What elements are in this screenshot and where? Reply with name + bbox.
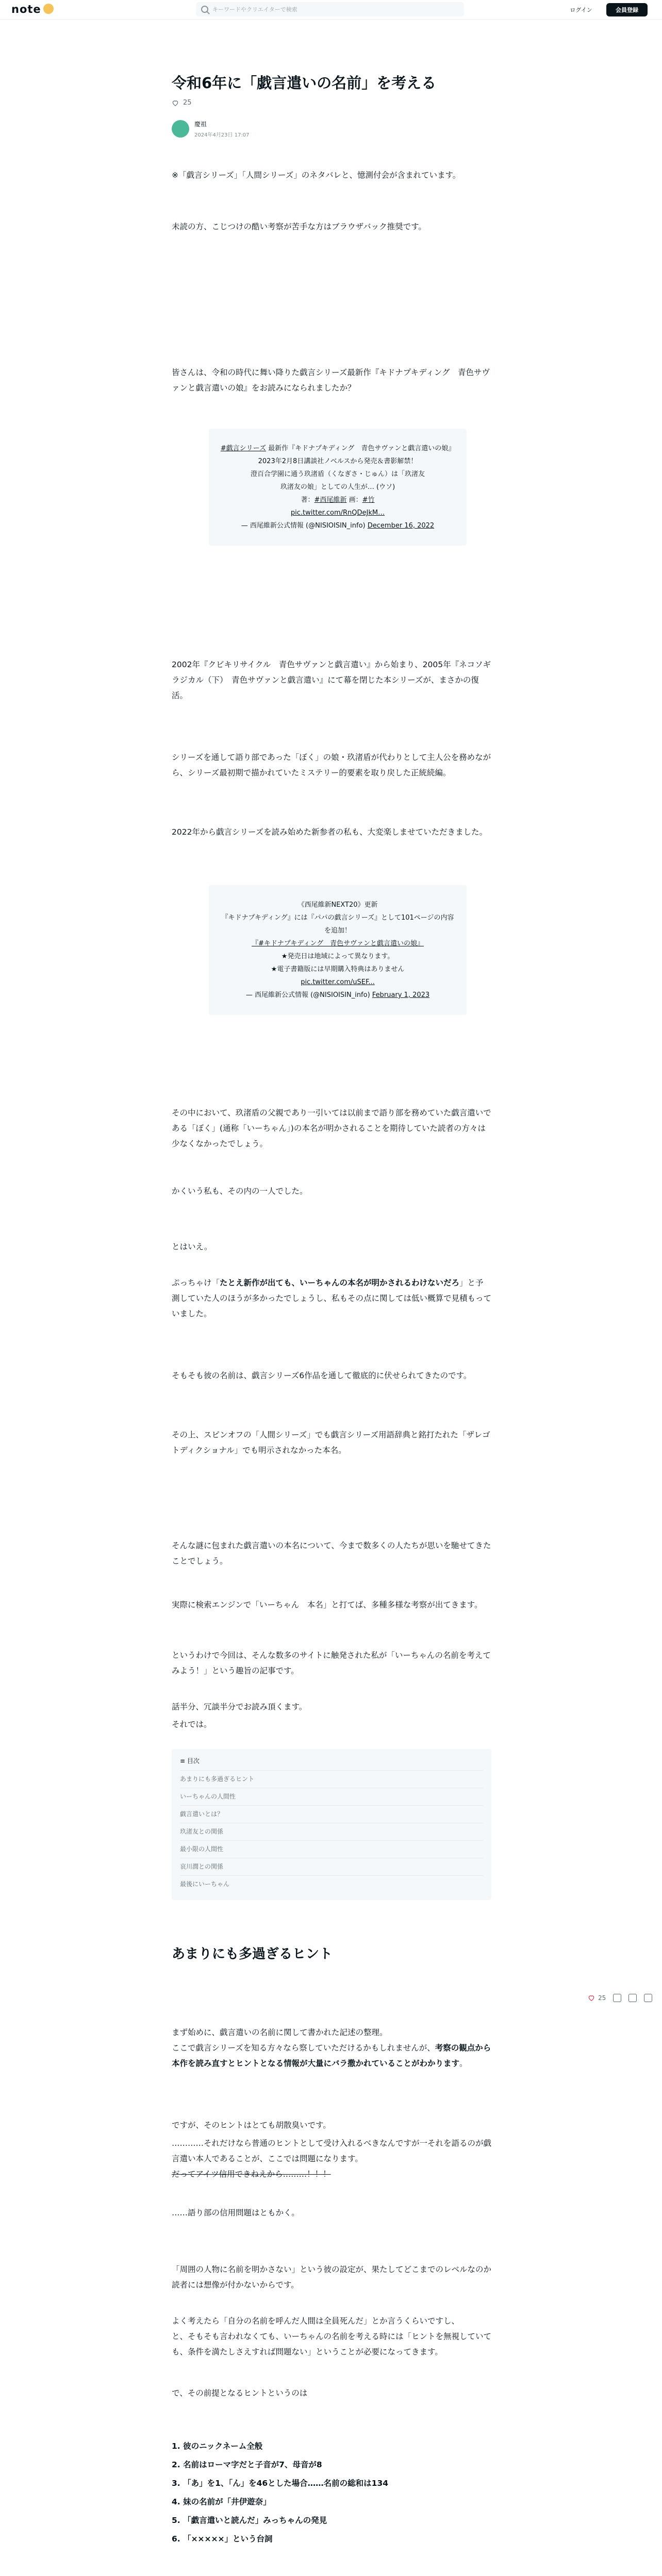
search-icon (201, 6, 208, 13)
toc-item[interactable]: いーちゃんの人間性 (180, 1788, 483, 1805)
tweet-text: ★電子書籍版には早期購入特典はありません (271, 965, 405, 973)
author-name[interactable]: 慶祖 (194, 121, 207, 128)
intro-warning: ※「戯言シリーズ」「人間シリーズ」のネタバレと、憶測付会が含まれています。 (172, 171, 461, 180)
paragraph: というわけで今回は、そんな数多のサイトに触発された私が「いーちゃんの名前を考えてみよう！」という趣旨の記事です。 (172, 1651, 491, 1675)
toc-heading[interactable]: ≡ 目次 (180, 1757, 200, 1765)
paragraph: で、その前提となるヒントというのは (172, 2388, 308, 2398)
emphasis: 考察の観点から本作を読み直すとヒントとなる情報が大量にバラ撒かれていることがわかります (172, 2043, 491, 2068)
hashtag-link[interactable]: #竹 (362, 496, 375, 504)
heart-icon[interactable] (588, 1994, 595, 2002)
tweet-text: ★発売日は地域によって異なります。 (281, 953, 394, 960)
list-item: 2. 名前はローマ字だと子音が7、母音が8 (172, 2460, 322, 2469)
note-logo[interactable]: note (11, 3, 54, 15)
article-title: 令和6年に「戯言遣いの名前」を考える (172, 74, 437, 92)
strikethrough-text: だってアイツ信用できねえから………！！！ (172, 2170, 331, 2179)
toc-item[interactable]: あまりにも多過ぎるヒント (180, 1770, 483, 1788)
avatar[interactable] (172, 120, 189, 138)
tweet-text: 《西尾維新NEXT20》更新 (297, 901, 378, 909)
list-item: 1. 彼のニックネーム全般 (172, 2442, 263, 2451)
embedded-tweet[interactable] (209, 885, 467, 1015)
embedded-tweet[interactable] (209, 429, 467, 546)
tweet-pic-link[interactable]: pic.twitter.com/RnQDeJkM… (290, 509, 385, 517)
intro-note: 未読の方、こじつけの酷い考察が苦手な方はブラウザバック推奨です。 (172, 222, 426, 231)
toc-item[interactable]: 戯言遣いとは？ (180, 1805, 483, 1823)
list-item: 5. 「戯言遣いと読んだ」みっちゃんの発見 (172, 2516, 327, 2525)
tweet-text: 澄百合学園に通う玖渚盾（くなぎさ・じゅん）は「玖渚友 (250, 470, 425, 478)
paragraph: 皆さんは、令和の時代に舞い降りた戯言シリーズ最新作『キドナプキディング 青色サヴァンと戯言遣いの娘』をお読みになられましたか？ (172, 368, 490, 393)
paragraph: と、そもそも言われなくても、いーちゃんの名前を考える時には「ヒントを無視していても、条件を満たしさえすれば問題ない」ということが必要になってきます。 (172, 2332, 492, 2357)
paragraph: …………それだけなら普通のヒントとして受け入れるべきなんですが一それを語るのが戯言遣い本人であることが、ここでは問題になります。 (172, 2139, 492, 2163)
tweet-text: 2023年2月8日講談社ノベルスから発売＆書影解禁！ (258, 457, 418, 465)
tweet-pic-link[interactable]: pic.twitter.com/uSEF... (301, 978, 375, 986)
more-icon[interactable] (644, 1994, 652, 2002)
paragraph: ですが、そのヒントはとても胡散臭いです。 (172, 2121, 331, 2130)
comment-icon[interactable] (613, 1994, 621, 2002)
paragraph: 2022年から戯言シリーズを読み始めた新参者の私も、大変楽しませていただきました。 (172, 827, 488, 837)
paragraph: 実際に検索エンジンで「いーちゃん 本名」と打てば、多種多様な考察が出てきます。 (172, 1600, 483, 1609)
hashtag-link[interactable]: #戯言シリーズ (220, 445, 267, 452)
paragraph: かくいう私も、その内の一人でした。 (172, 1187, 308, 1196)
search-input[interactable] (212, 6, 439, 13)
like-counter[interactable] (172, 99, 192, 107)
toc-item[interactable]: 最後にいーちゃん (180, 1875, 483, 1893)
paragraph: ぷっちゃけ「たとえ新作が出ても、いーちゃんの本名が明かされるわけないだろ」と予測していた人のほうが多かったでしょうし、私もその点に関しては低い概算で見積もっていました。 (172, 1278, 492, 1318)
list-item: 6. 「×××××」という台詞 (172, 2534, 273, 2544)
paragraph: それでは。 (172, 1720, 212, 1729)
paragraph: 2002年『クビキリサイクル 青色サヴァンと戯言遣い』から始まり、2005年『ネコソギラジカル（下） 青色サヴァンと戯言遣い』にて幕を閉じた本シリーズが、まさかの復活。 (172, 660, 491, 700)
list-item: 4. 妹の名前が「井伊遊奈」 (172, 2497, 271, 2506)
post-date: 2024年4月23日 17:07 (194, 132, 250, 138)
like-count: 25 (598, 1994, 606, 2002)
tweet-date-link[interactable]: February 1, 2023 (372, 991, 430, 999)
list-item: 3. 「あ」を1、「ん」を46とした場合……名前の総和は134 (172, 2479, 389, 2488)
tweet-text: 玖渚友の娘」としての人生が… (ウソ) (280, 483, 395, 491)
tweet-text: 著： (301, 496, 315, 504)
bear-mascot-icon (43, 4, 54, 14)
tweet-text: 『キドナプキディング』には『パパの戯言シリーズ』として101ページの内容を追加！ (221, 914, 454, 935)
signup-button[interactable]: 会員登録 (606, 3, 648, 16)
section-heading: あまりにも多過ぎるヒント (172, 1946, 333, 1962)
toc-item[interactable]: 最小限の人間性 (180, 1840, 483, 1858)
tweet-date-link[interactable]: December 16, 2022 (367, 522, 435, 530)
hint-list (172, 2437, 491, 2548)
author-block[interactable] (172, 120, 250, 138)
floating-actions (588, 1994, 652, 2002)
hashtag-link[interactable]: #西尾維新 (314, 496, 347, 504)
tweet-author: — 西尾維新公式情報 (@NISIOISIN_info) (245, 991, 372, 999)
top-navigation (0, 0, 662, 20)
tweet-author: — 西尾維新公式情報 (@NISIOISIN_info) (241, 522, 368, 530)
like-count: 25 (183, 99, 192, 107)
table-of-contents (172, 1749, 491, 1900)
paragraph: ここで戯言シリーズを知る方々なら察していただけるかもしれませんが、考察の観点から本作を読み直すとヒントとなる情報が大量にバラ撒かれていることがわかります。 (172, 2043, 491, 2068)
share-icon[interactable] (628, 1994, 637, 2002)
paragraph: 話半分、冗談半分でお読み頂くます。 (172, 1702, 307, 1711)
paragraph: 「周囲の人物に名前を明かさない」という彼の設定が、果たしてどこまでのレベルなのか読者には想像が付かないからです。 (172, 2265, 492, 2290)
paragraph: とはいえ。 (172, 1242, 212, 1251)
tweet-text: 画： (346, 496, 362, 504)
hashtag-link[interactable]: 『#キドナプキディング 青色サヴァンと戯言遣いの娘』 (252, 940, 424, 947)
paragraph: そんな謎に包まれた戯言遣いの本名について、今まで数多くの人たちが思いを馳せてきたことでしょう。 (172, 1541, 491, 1566)
toc-item[interactable]: 哀川潤との関係 (180, 1858, 483, 1875)
toc-item[interactable]: 玖渚友との関係 (180, 1823, 483, 1840)
search-box[interactable] (196, 2, 464, 16)
login-button[interactable]: ログイン (563, 4, 599, 16)
paragraph: その中において、玖渚盾の父親であり一引いては以前まで語り部を務めていた戯言遣いである「ぼく」(通称「いーちゃん」)の本名が明かされることを期待していた読者の方々は少なくなかったでしょう。 (172, 1108, 491, 1148)
paragraph: よく考えたら「自分の名前を呼んだ人間は全員死んだ」とか言うくらいですし、 (172, 2316, 460, 2326)
paragraph: そもそも彼の名前は、戯言シリーズ6作品を通して徹底的に伏せられてきたのです。 (172, 1371, 472, 1380)
paragraph: その上、スピンオフの「人間シリーズ」でも戯言シリーズ用語辞典と銘打たれた「ザレゴトディクショナル」でも明示されなかった本名。 (172, 1430, 490, 1455)
tweet-text: 最新作『キドナプキディング 青色サヴァンと戯言遣いの娘』 (266, 445, 455, 452)
emphasis: たとえ新作が出ても、いーちゃんの本名が明かされるわけないだろ (220, 1278, 460, 1287)
paragraph: まず始めに、戯言遣いの名前に関して書かれた記述の整理。 (172, 2028, 388, 2037)
paragraph: ……語り部の信用問題はともかく。 (172, 2208, 300, 2217)
paragraph: シリーズを通して語り部であった「ぼく」の娘・玖渚盾が代わりとして主人公を務めながら、シリーズ最初期で描かれていたミステリー的要素を取り戻した正統続編。 (172, 753, 491, 777)
heart-icon (172, 99, 179, 107)
